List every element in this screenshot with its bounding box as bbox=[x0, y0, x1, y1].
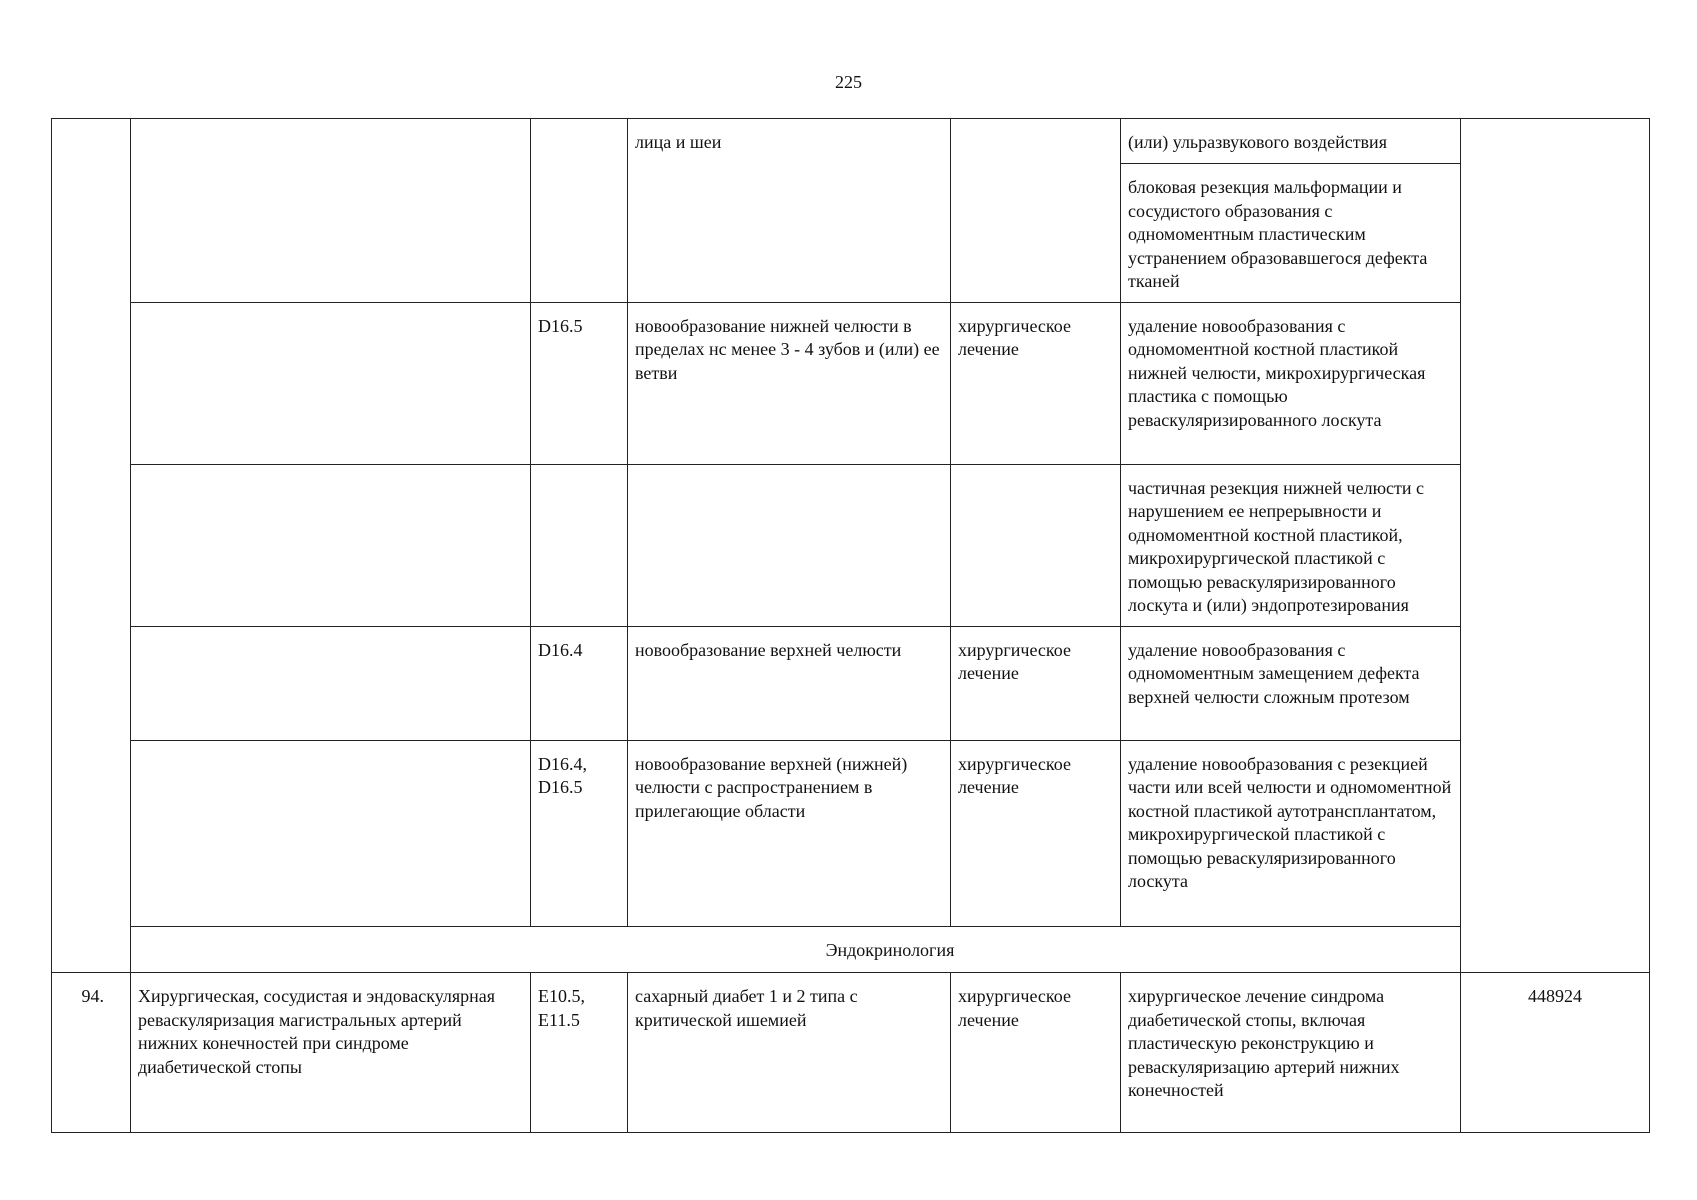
care-type-cell bbox=[131, 464, 531, 626]
cost-cell bbox=[1461, 119, 1650, 973]
treatment-cell: хирургическое лечение bbox=[951, 740, 1121, 926]
method-cell: удаление новообразования с резекцией части или всей челюсти и одномоментной костной пластикой аутотрансплантатом, микрохирургической пластикой с помощью реваскуляризированного лоскута bbox=[1121, 740, 1461, 926]
table-row bbox=[52, 302, 1650, 464]
code-cell: E10.5, E11.5 bbox=[531, 973, 628, 1133]
method-cell: блоковая резекция мальформации и сосудистого образования с одномоментным пластическим устранением образовавшегося дефекта тканей bbox=[1121, 164, 1461, 303]
page-number: 225 bbox=[835, 72, 862, 92]
table-row bbox=[52, 119, 1650, 164]
code-cell: D16.4 bbox=[531, 626, 628, 740]
diagnosis-cell: новообразование верхней (нижней) челюсти с распространением в прилегающие области bbox=[628, 740, 951, 926]
treatment-cell: хирургическое лечение bbox=[951, 626, 1121, 740]
table-row bbox=[52, 740, 1650, 926]
diagnosis-cell: новообразование нижней челюсти в пределах нс менее 3 - 4 зубов и (или) ее ветви bbox=[628, 302, 951, 464]
code-cell bbox=[531, 119, 628, 303]
method-cell: хирургическое лечение синдрома диабетической стопы, включая пластическую реконструкцию и реваскуляризацию артерий нижних конечностей bbox=[1121, 973, 1461, 1133]
section-heading: Эндокринология bbox=[131, 926, 1650, 973]
treatment-cell bbox=[951, 464, 1121, 626]
table-row bbox=[52, 464, 1650, 626]
method-cell: удаление новообразования с одномоментным замещением дефекта верхней челюсти сложным протезом bbox=[1121, 626, 1461, 740]
method-cell: (или) ульразвукового воздействия bbox=[1121, 119, 1461, 164]
diagnosis-cell: сахарный диабет 1 и 2 типа с критической ишемией bbox=[628, 973, 951, 1133]
care-type-cell bbox=[131, 626, 531, 740]
code-cell: D16.5 bbox=[531, 302, 628, 464]
number-cell: 94. bbox=[52, 973, 131, 1133]
diagnosis-cell bbox=[628, 464, 951, 626]
method-cell: частичная резекция нижней челюсти с нарушением ее непрерывности и одномоментной костной пластикой, микрохирургической пластикой с помощью реваскуляризированного лоскута и (или) эндопротезирования bbox=[1121, 464, 1461, 626]
number-cell bbox=[52, 119, 131, 973]
care-type-cell bbox=[131, 119, 531, 303]
treatment-cell bbox=[951, 119, 1121, 303]
method-cell: удаление новообразования с одномоментной костной пластикой нижней челюсти, микрохирургическая пластика с помощью реваскуляризированного лоскута bbox=[1121, 302, 1461, 464]
treatment-cell: хирургическое лечение bbox=[951, 302, 1121, 464]
medical-care-table bbox=[51, 118, 1650, 1133]
cost-cell: 448924 bbox=[1461, 973, 1650, 1133]
table-row bbox=[52, 626, 1650, 740]
care-type-cell: Хирургическая, сосудистая и эндоваскулярная реваскуляризация магистральных артерий нижних конечностей при синдроме диабетической стопы bbox=[131, 973, 531, 1133]
code-cell: D16.4, D16.5 bbox=[531, 740, 628, 926]
section-row bbox=[52, 926, 1650, 973]
code-cell bbox=[531, 464, 628, 626]
care-type-cell bbox=[131, 740, 531, 926]
diagnosis-cell: новообразование верхней челюсти bbox=[628, 626, 951, 740]
care-type-cell bbox=[131, 302, 531, 464]
table-row bbox=[52, 973, 1650, 1133]
treatment-cell: хирургическое лечение bbox=[951, 973, 1121, 1133]
diagnosis-cell: лица и шеи bbox=[628, 119, 951, 303]
